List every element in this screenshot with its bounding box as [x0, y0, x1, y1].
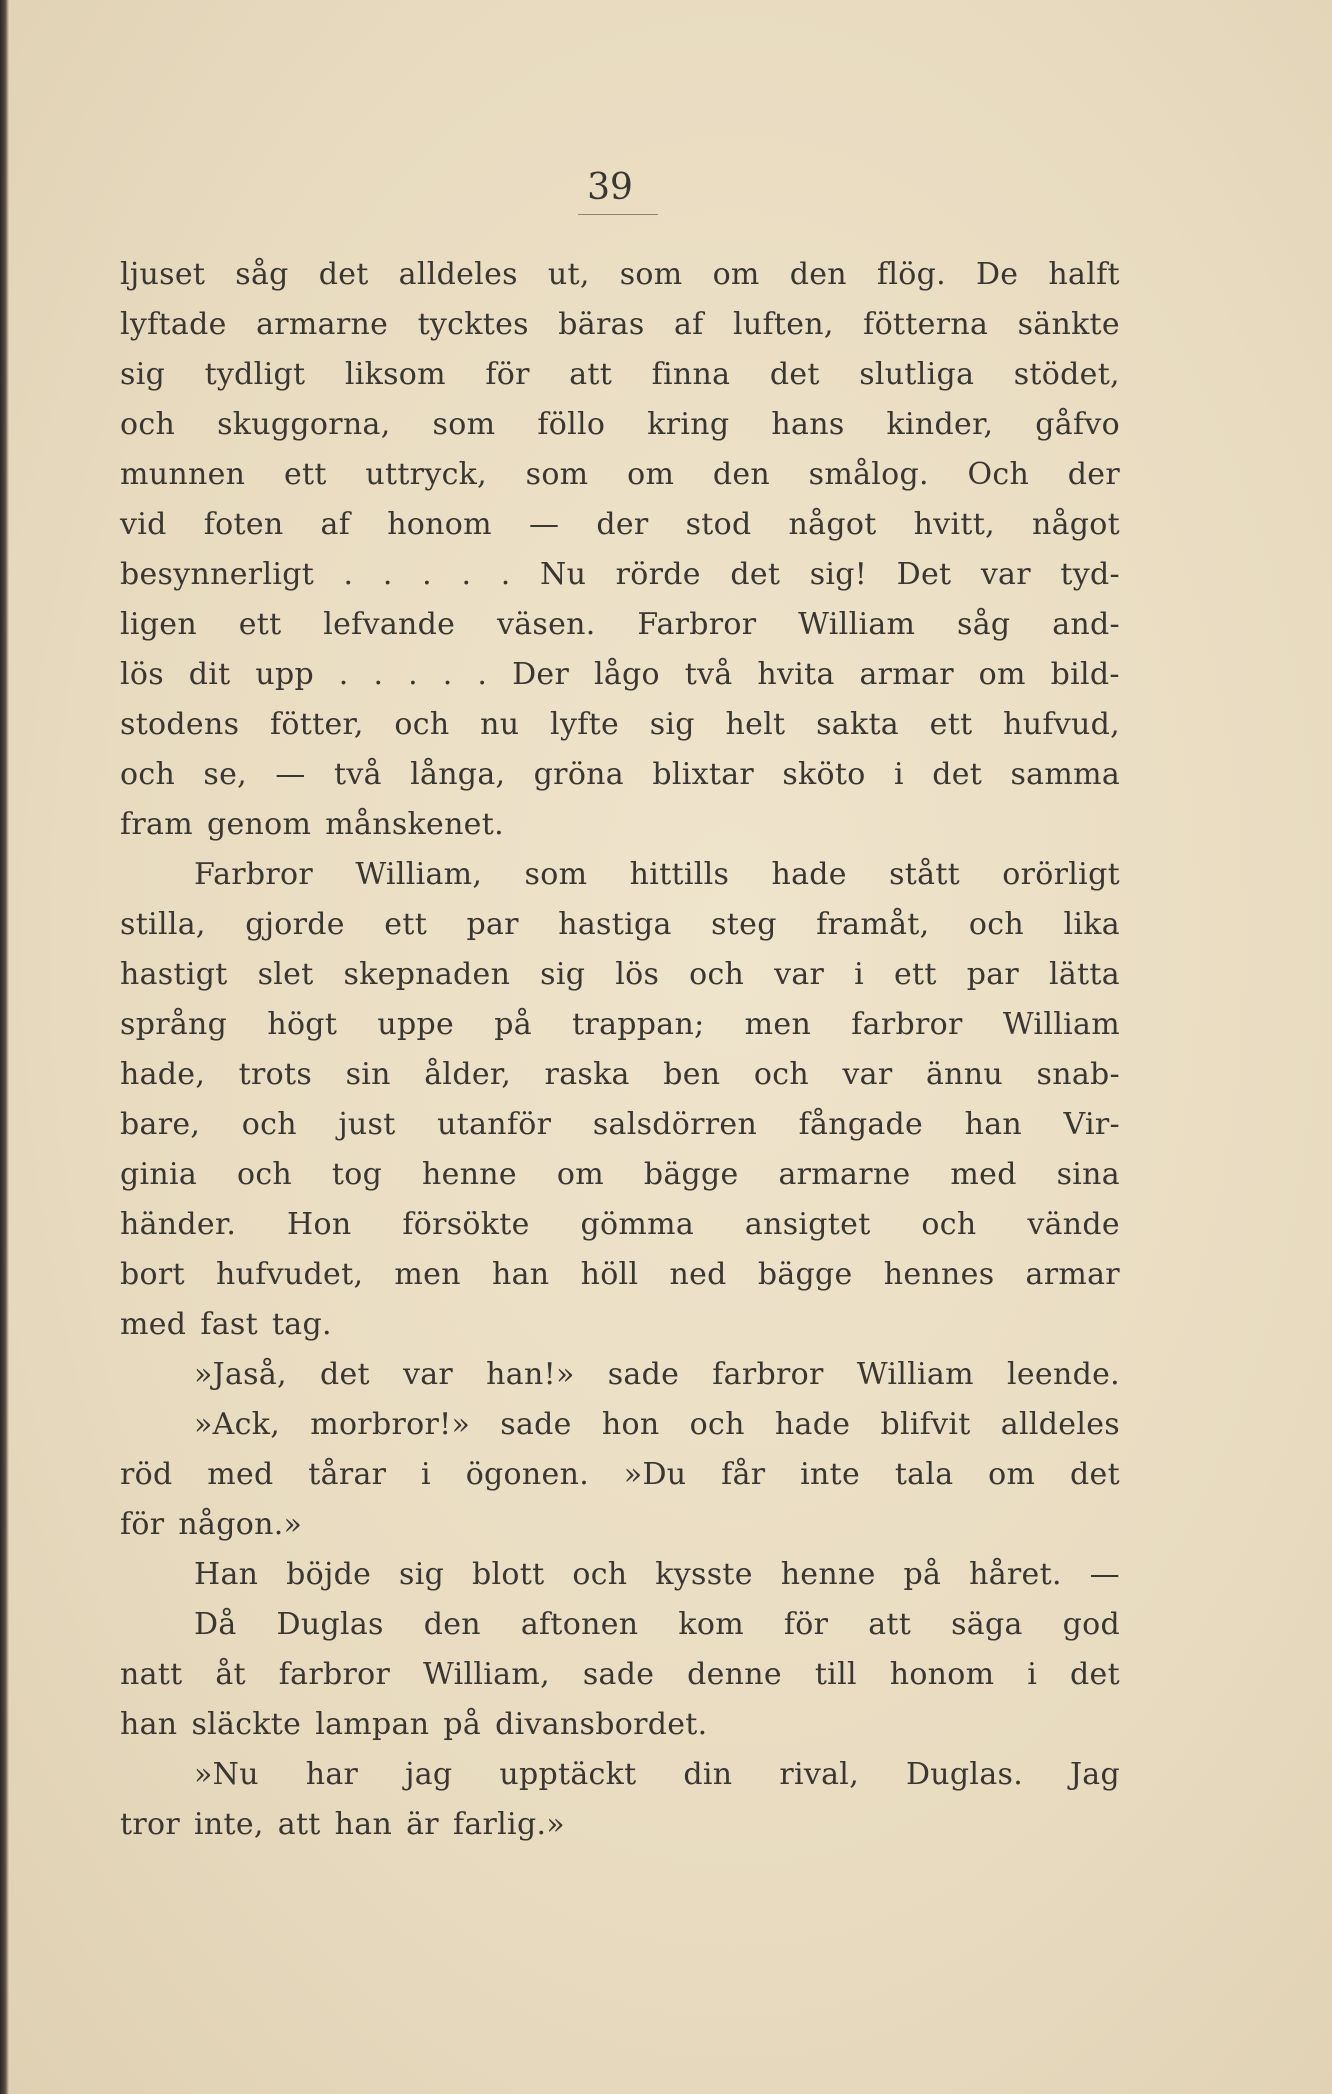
text-line: vid foten af honom — der stod något hvitt, något: [120, 507, 1120, 542]
text-line: Han böjde sig blott och kysste henne på håret. —: [194, 1557, 1120, 1592]
page-number: 39: [587, 167, 633, 208]
text-line: och se, — två långa, gröna blixtar sköto i det samma: [120, 757, 1120, 792]
text-line: stilla, gjorde ett par hastiga steg framåt, och lika: [120, 907, 1120, 942]
text-line: röd med tårar i ögonen. »Du får inte tala om det: [120, 1457, 1120, 1492]
text-line: och skuggorna, som föllo kring hans kinder, gåfvo: [120, 407, 1120, 442]
text-line: lyftade armarne tycktes bäras af luften, fötterna sänkte: [120, 307, 1120, 342]
text-line: Då Duglas den aftonen kom för att säga god: [194, 1607, 1120, 1642]
text-line: tror inte, att han är farlig.»: [120, 1807, 565, 1842]
text-line: bort hufvudet, men han höll ned bägge hennes armar: [120, 1257, 1120, 1292]
text-line: ginia och tog henne om bägge armarne med sina: [120, 1157, 1120, 1192]
text-line: språng högt uppe på trappan; men farbror William: [120, 1007, 1120, 1042]
text-line: »Ack, morbror!» sade hon och hade blifvit alldeles: [194, 1407, 1120, 1442]
body-text: [120, 250, 1120, 1850]
text-line: händer. Hon försökte gömma ansigtet och vände: [120, 1207, 1120, 1242]
text-line: sig tydligt liksom för att finna det slutliga stödet,: [120, 357, 1120, 392]
text-line: »Jaså, det var han!» sade farbror William leende.: [194, 1357, 1120, 1392]
text-line: hade, trots sin ålder, raska ben och var ännu snab-: [120, 1057, 1120, 1092]
text-line: med fast tag.: [120, 1307, 332, 1342]
text-line: munnen ett uttryck, som om den smålog. Och der: [120, 457, 1120, 492]
text-line: ljuset såg det alldeles ut, som om den flög. De halft: [120, 257, 1120, 292]
text-line: besynnerligt . . . . . Nu rörde det sig! Det var tyd-: [120, 557, 1120, 592]
text-line: natt åt farbror William, sade denne till honom i det: [120, 1657, 1120, 1692]
text-line: för någon.»: [120, 1507, 303, 1542]
text-line: Farbror William, som hittills hade stått orörligt: [194, 857, 1120, 892]
binding-edge: [0, 0, 9, 2094]
page-number-rule: [578, 214, 658, 215]
text-line: stodens fötter, och nu lyfte sig helt sakta ett hufvud,: [120, 707, 1120, 742]
text-line: lös dit upp . . . . . Der lågo två hvita armar om bild-: [120, 657, 1120, 692]
text-line: ligen ett lefvande väsen. Farbror William såg and-: [120, 607, 1120, 642]
text-line: hastigt slet skepnaden sig lös och var i ett par lätta: [120, 957, 1120, 992]
text-line: »Nu har jag upptäckt din rival, Duglas. Jag: [194, 1757, 1120, 1792]
text-line: fram genom månskenet.: [120, 807, 504, 842]
text-line: bare, och just utanför salsdörren fångade han Vir-: [120, 1107, 1120, 1142]
text-line: han släckte lampan på divansbordet.: [120, 1707, 708, 1742]
